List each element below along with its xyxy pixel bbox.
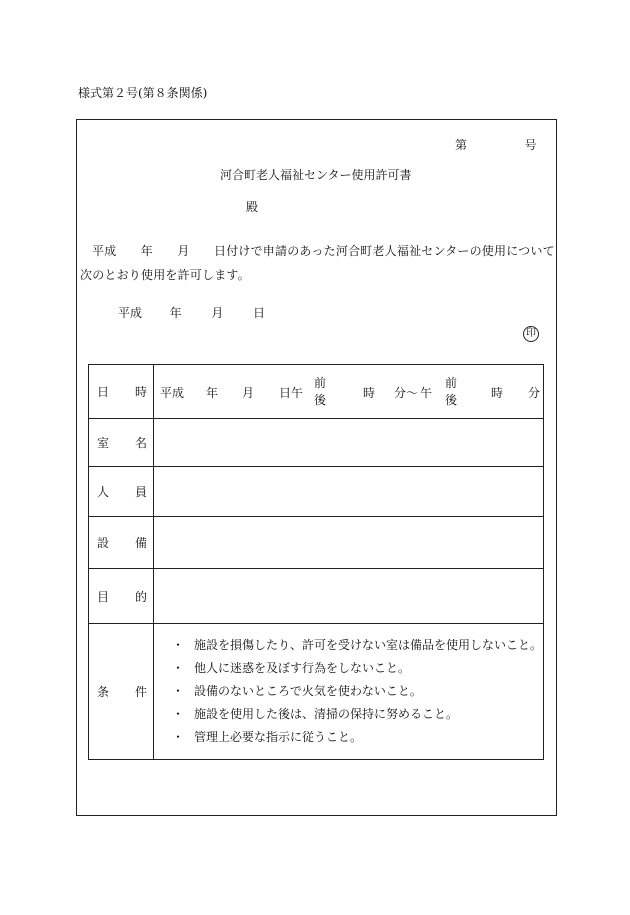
table-row: [89, 569, 544, 624]
body-text-line-2: 次のとおり使用を許可します。: [80, 268, 250, 282]
room-value: [154, 419, 544, 467]
people-header: 人 員: [89, 467, 154, 517]
issue-date-year: 年: [169, 306, 182, 320]
equipment-header: 設 備: [89, 517, 154, 569]
conditions-list: [154, 624, 543, 759]
document-title: 河合町老人福祉センター使用許可書: [220, 168, 412, 182]
people-value: [154, 467, 544, 517]
table-row: [89, 624, 544, 760]
conditions-header: 条 件: [89, 624, 154, 760]
table-row: [89, 517, 544, 569]
table-row: [89, 365, 544, 419]
issue-date-month: 月: [211, 306, 224, 320]
list-item: ・ 設備のないところで火気を使わないこと。: [172, 684, 422, 698]
equipment-value: [154, 517, 544, 569]
addressee-line: 殿: [246, 200, 259, 214]
list-item: ・ 施設を損傷したり、許可を受けない室は備品を使用しないこと。: [172, 638, 543, 652]
issue-date: [118, 304, 265, 321]
permit-details-table: [88, 364, 544, 760]
form-number-label: 様式第２号(第８条関係): [78, 86, 208, 100]
list-item: ・ 施設を使用した後は、清掃の保持に努めること。: [172, 707, 459, 721]
conditions-value: [154, 624, 544, 760]
number-prefix: 第: [455, 138, 468, 152]
issue-date-era: 平成: [118, 306, 143, 320]
issue-date-day: 日: [253, 306, 266, 320]
permit-number-line: [455, 136, 537, 153]
seal-mark-icon: 印: [523, 326, 539, 342]
datetime-value: 平成 年 月 日 午 前 後 時 分～ 午 前 後 時 分: [154, 365, 544, 419]
list-item: ・ 他人に迷惑を及ぼす行為をしないこと。: [172, 661, 411, 675]
number-suffix: 号: [524, 138, 537, 152]
table-row: [89, 467, 544, 517]
datetime-header: 日 時: [89, 365, 154, 419]
table-row: [89, 419, 544, 467]
room-header: 室 名: [89, 419, 154, 467]
body-text-line-1: 平成 年 月 日付けで申請のあった河合町老人福祉センターの使用について: [92, 244, 555, 258]
purpose-header: 目 的: [89, 569, 154, 624]
list-item: ・ 管理上必要な指示に従うこと。: [172, 730, 363, 744]
purpose-value: [154, 569, 544, 624]
